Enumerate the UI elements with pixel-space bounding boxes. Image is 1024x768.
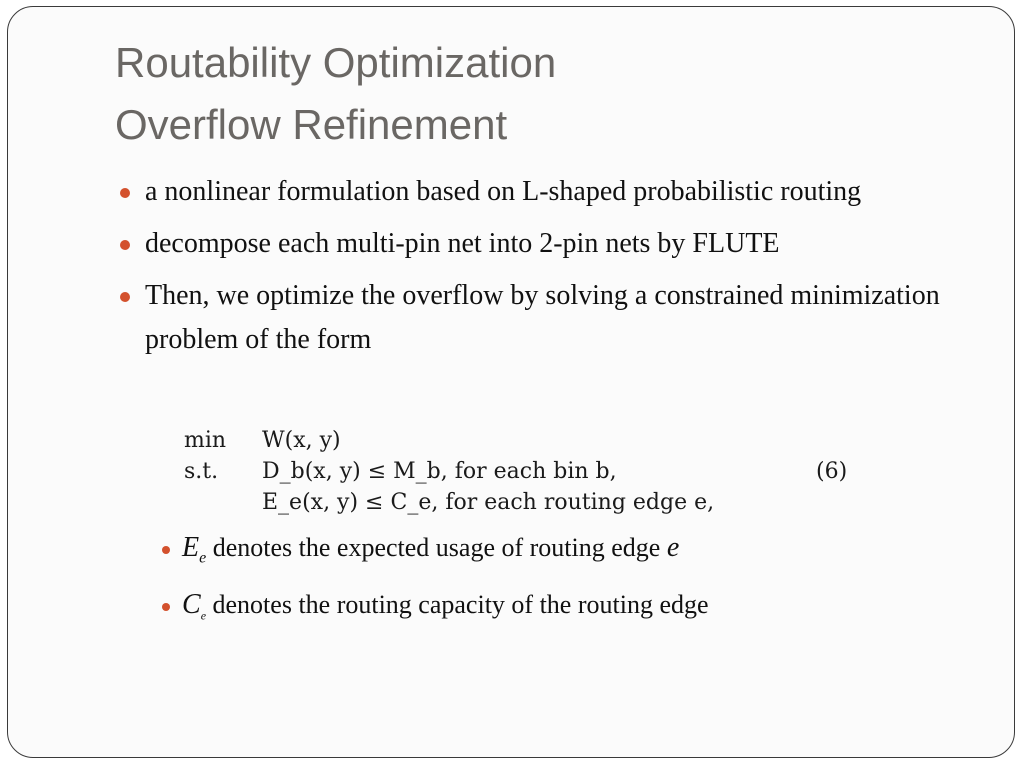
sub-bullet-text: denotes the routing capacity of the routing edge: [206, 589, 709, 619]
title-line-1: Routability Optimization: [115, 39, 557, 86]
bullet-text: Then, we optimize the overflow by solving a constrained minimization problem of the form: [145, 280, 940, 355]
formula-constraint-1: D_b(x, y) ≤ M_b, for each bin b,: [262, 459, 617, 484]
bullet-item: [115, 170, 995, 214]
equation-number: (6): [816, 459, 848, 484]
formula-objective: W(x, y): [262, 428, 341, 453]
bullet-text: a nonlinear formulation based on L-shaped probabilistic routing: [145, 176, 862, 207]
bullet-item: [115, 222, 995, 266]
symbol-e: e: [666, 532, 680, 563]
symbol-C-e: $C_e$: [182, 588, 207, 623]
sub-bullet-dot-icon: [162, 546, 170, 554]
formula-constraint-2: E_e(x, y) ≤ C_e, for each routing edge e,: [262, 490, 715, 515]
optimization-formula: [176, 425, 866, 517]
title-line-2: Overflow Refinement: [115, 101, 508, 148]
slide: [7, 6, 1015, 758]
sub-bullet-list: [160, 525, 980, 638]
sub-bullet-item: [160, 525, 980, 582]
slide-title: [115, 32, 556, 156]
bullet-list: [115, 170, 995, 362]
bullet-item: [115, 274, 995, 362]
bullet-dot-icon: [120, 188, 130, 198]
sub-bullet-item: [160, 582, 980, 639]
sub-bullet-dot-icon: [162, 603, 170, 611]
bullet-dot-icon: [120, 240, 130, 250]
sub-bullet-text: denotes the expected usage of routing edge: [206, 533, 667, 562]
formula-op-min: min: [184, 428, 227, 453]
symbol-E-e: $E_e$: [182, 532, 207, 567]
bullet-dot-icon: [120, 292, 130, 302]
formula-op-st: s.t.: [184, 459, 219, 484]
bullet-text: decompose each multi-pin net into 2-pin nets by FLUTE: [145, 228, 780, 259]
